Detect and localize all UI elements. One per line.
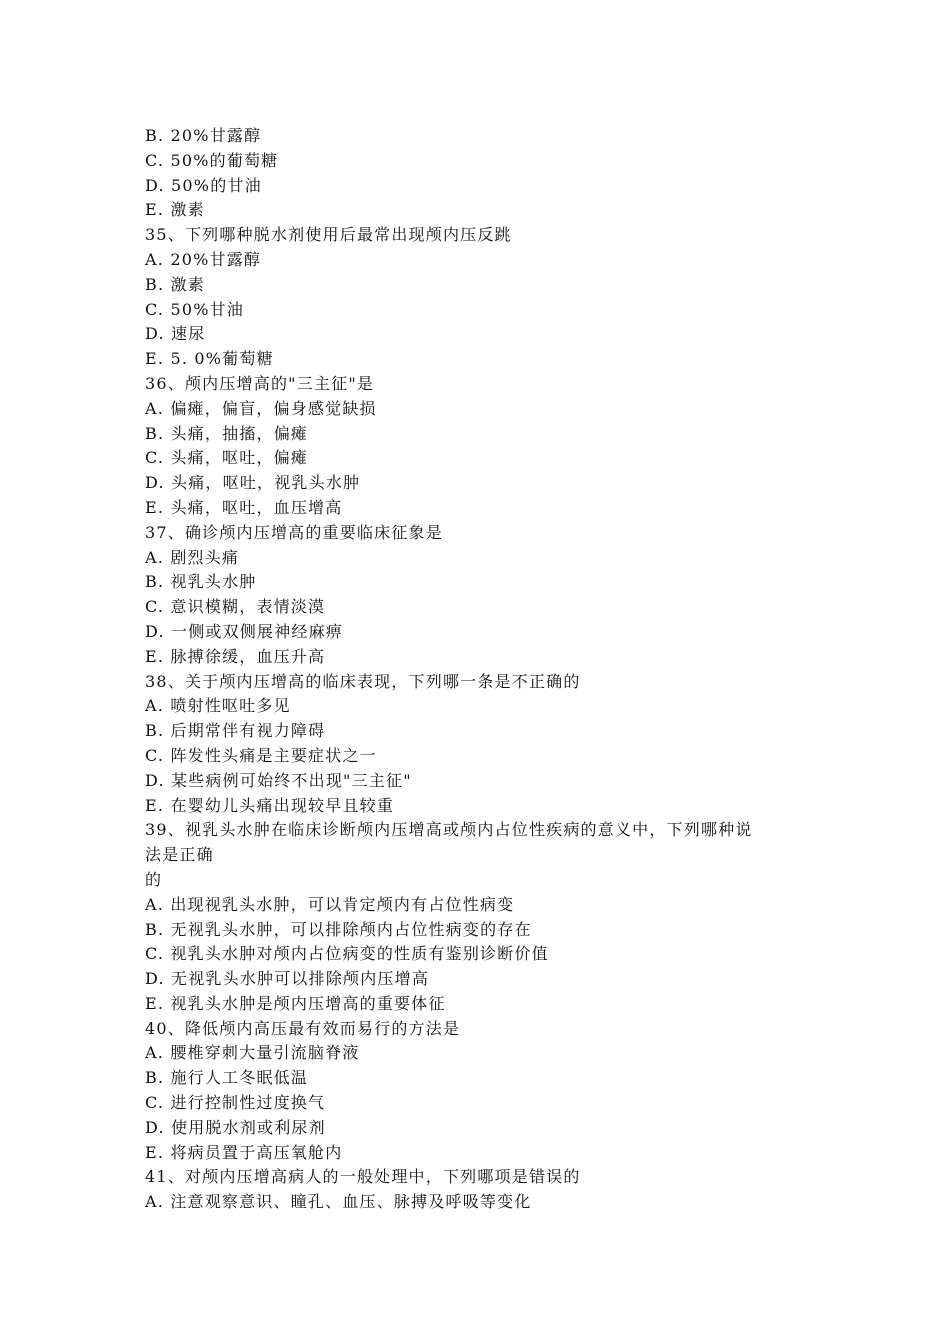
text-line: D. 一侧或双侧展神经麻痹 <box>145 621 344 641</box>
text-line: D. 使用脱水剂或利尿剂 <box>145 1117 326 1137</box>
text-line: A. 腰椎穿刺大量引流脑脊液 <box>145 1043 360 1063</box>
text-line: A. 20%甘露醇 <box>145 249 262 269</box>
text-line: C. 意识模糊，表情淡漠 <box>145 597 326 617</box>
text-line: A. 剧烈头痛 <box>145 547 240 567</box>
text-line: D. 头痛，呕吐，视乳头水肿 <box>145 473 361 493</box>
text-line: E. 5. 0%葡萄糖 <box>145 349 274 369</box>
text-line: D. 某些病例可始终不出现"三主征" <box>145 770 412 790</box>
text-line: A. 喷射性呕吐多见 <box>145 696 291 716</box>
text-line: B. 后期常伴有视力障碍 <box>145 721 326 741</box>
question-line: 38、关于颅内压增高的临床表现，下列哪一条是不正确的 <box>145 671 581 691</box>
document-body <box>145 124 825 1215</box>
text-line: D. 无视乳头水肿可以排除颅内压增高 <box>145 969 430 989</box>
question-line: 35、下列哪种脱水剂使用后最常出现颅内压反跳 <box>145 225 512 245</box>
text-line: C. 头痛，呕吐，偏瘫 <box>145 448 309 468</box>
question-line: 40、降低颅内高压最有效而易行的方法是 <box>145 1018 461 1038</box>
text-line: B. 20%甘露醇 <box>145 126 262 145</box>
text-line: C. 50%甘油 <box>145 299 245 319</box>
text-line: E. 将病员置于高压氧舱内 <box>145 1142 343 1162</box>
text-line: D. 速尿 <box>145 324 206 344</box>
text-line: E. 激素 <box>145 200 205 220</box>
text-line: 的 <box>145 869 163 889</box>
text-line: B. 视乳头水肿 <box>145 572 257 592</box>
text-line: E. 视乳头水肿是颅内压增高的重要体征 <box>145 993 446 1013</box>
text-line: 法是正确 <box>145 845 214 865</box>
text-line: A. 偏瘫，偏盲，偏身感觉缺损 <box>145 398 377 418</box>
text-line: E. 头痛，呕吐，血压增高 <box>145 497 343 517</box>
text-line: A. 注意观察意识、瞳孔、血压、脉搏及呼吸等变化 <box>145 1192 532 1212</box>
question-line: 41、对颅内压增高病人的一般处理中，下列哪项是错误的 <box>145 1167 581 1187</box>
text-line: B. 头痛，抽搐，偏瘫 <box>145 423 309 443</box>
text-line: C. 进行控制性过度换气 <box>145 1093 326 1113</box>
text-line: C. 50%的葡萄糖 <box>145 150 279 170</box>
text-line: B. 施行人工冬眠低温 <box>145 1068 309 1088</box>
text-line: D. 50%的甘油 <box>145 175 262 195</box>
text-line: C. 视乳头水肿对颅内占位病变的性质有鉴别诊断价值 <box>145 944 549 964</box>
question-line: 36、颅内压增高的"三主征"是 <box>145 373 375 393</box>
text-line: E. 脉搏徐缓，血压升高 <box>145 646 326 666</box>
question-line: 37、确诊颅内压增高的重要临床征象是 <box>145 522 443 542</box>
text-line: A. 出现视乳头水肿，可以肯定颅内有占位性病变 <box>145 894 515 914</box>
question-line: 39、视乳头水肿在临床诊断颅内压增高或颅内占位性疾病的意义中，下列哪种说 <box>145 820 753 840</box>
text-line: E. 在婴幼儿头痛出现较早且较重 <box>145 795 395 815</box>
text-line: B. 无视乳头水肿，可以排除颅内占位性病变的存在 <box>145 919 532 939</box>
text-line: B. 激素 <box>145 274 205 294</box>
text-line: C. 阵发性头痛是主要症状之一 <box>145 745 377 765</box>
